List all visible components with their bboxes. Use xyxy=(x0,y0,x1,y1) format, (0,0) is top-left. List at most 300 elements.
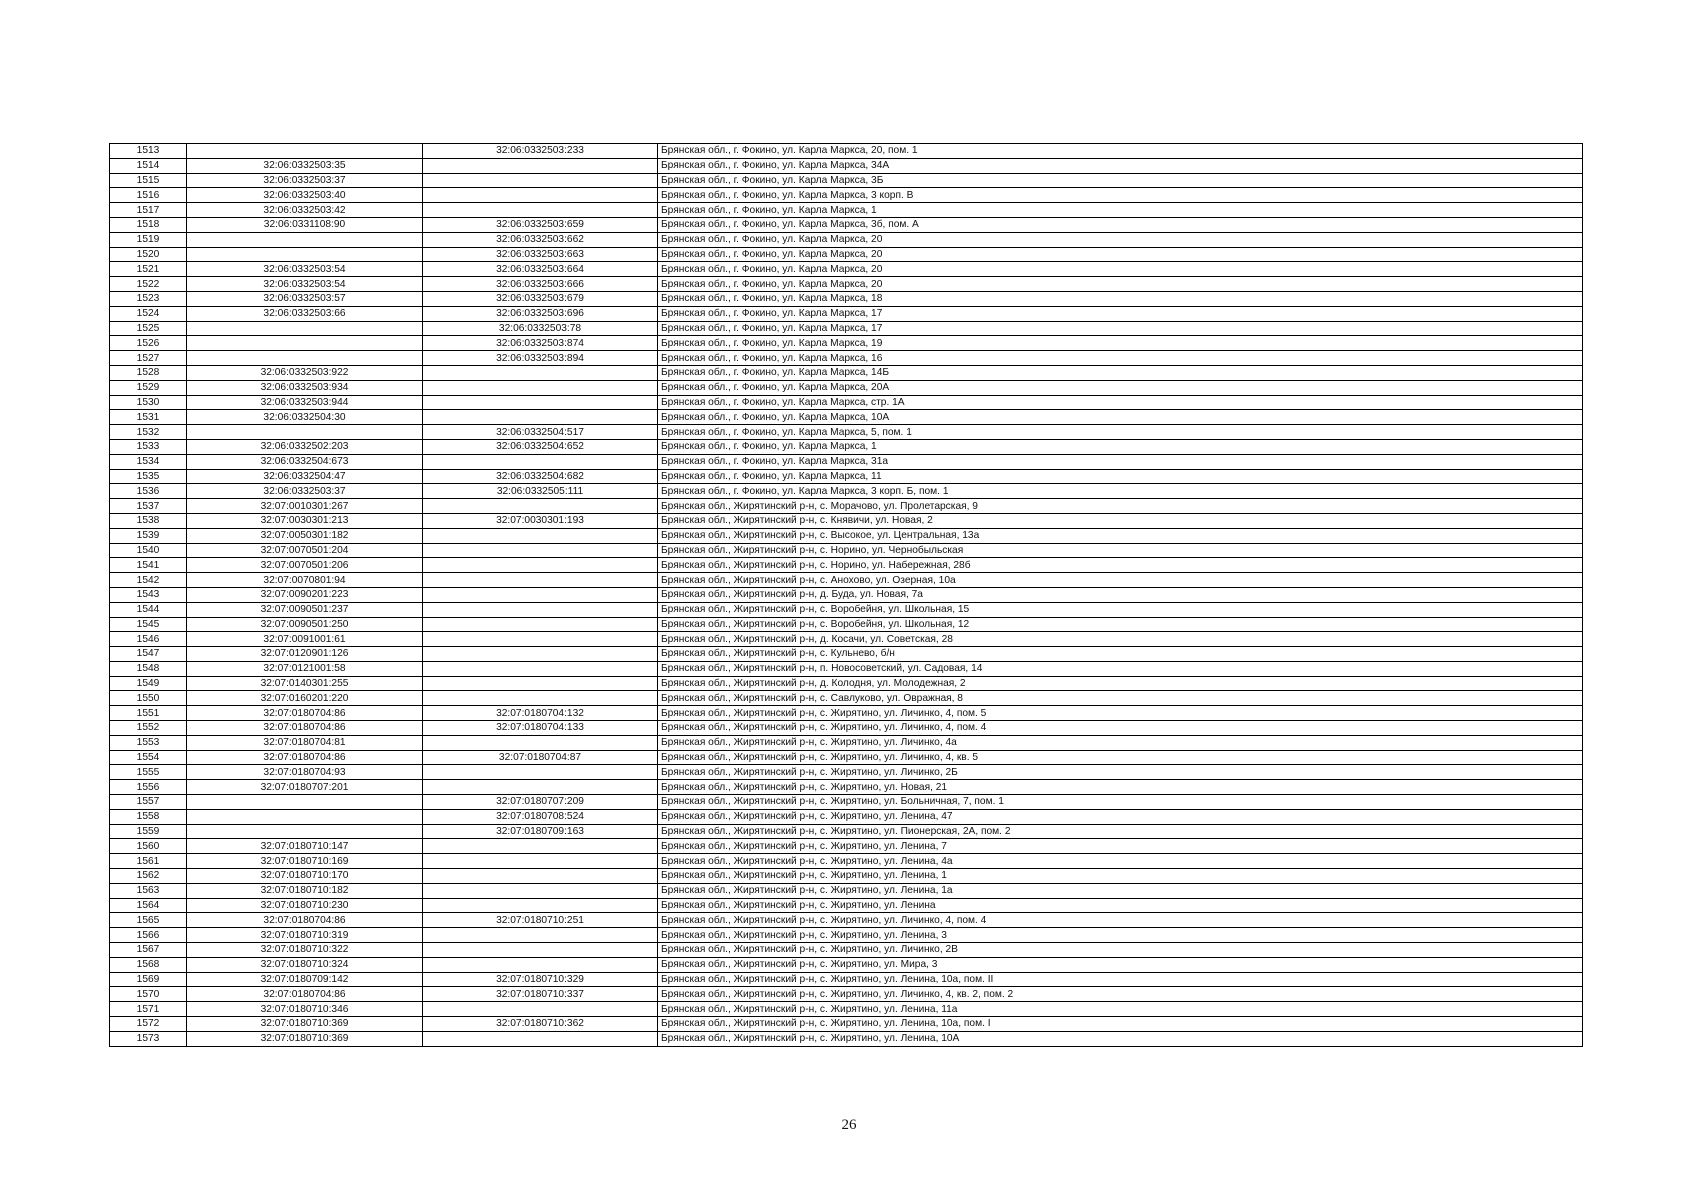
row-number-cell: 1539 xyxy=(110,528,187,543)
parcel-cadastral-number-cell: 32:07:0090501:250 xyxy=(187,617,423,632)
table-row xyxy=(110,439,1583,454)
object-cadastral-number-cell xyxy=(423,898,658,913)
row-number-cell: 1514 xyxy=(110,158,187,173)
table-row xyxy=(110,928,1583,943)
table-row xyxy=(110,291,1583,306)
table-row xyxy=(110,647,1583,662)
address-cell: Брянская обл., г. Фокино, ул. Карла Маркса, 18 xyxy=(658,291,1583,306)
parcel-cadastral-number-cell: 32:07:0140301:255 xyxy=(187,676,423,691)
address-cell: Брянская обл., г. Фокино, ул. Карла Маркса, 16 xyxy=(658,351,1583,366)
address-cell: Брянская обл., Жирятинский р-н, с. Морачово, ул. Пролетарская, 9 xyxy=(658,499,1583,514)
table-row xyxy=(110,217,1583,232)
address-cell: Брянская обл., г. Фокино, ул. Карла Маркса, 3б, пом. А xyxy=(658,217,1583,232)
row-number-cell: 1534 xyxy=(110,454,187,469)
parcel-cadastral-number-cell: 32:07:0180710:319 xyxy=(187,928,423,943)
parcel-cadastral-number-cell xyxy=(187,351,423,366)
address-cell: Брянская обл., г. Фокино, ул. Карла Маркса, 19 xyxy=(658,336,1583,351)
table-row xyxy=(110,691,1583,706)
table-row xyxy=(110,469,1583,484)
parcel-cadastral-number-cell: 32:06:0332503:35 xyxy=(187,158,423,173)
table-row xyxy=(110,380,1583,395)
row-number-cell: 1553 xyxy=(110,735,187,750)
address-cell: Брянская обл., г. Фокино, ул. Карла Маркса, 17 xyxy=(658,306,1583,321)
row-number-cell: 1543 xyxy=(110,587,187,602)
parcel-cadastral-number-cell: 32:07:0180710:322 xyxy=(187,943,423,958)
row-number-cell: 1544 xyxy=(110,602,187,617)
address-cell: Брянская обл., Жирятинский р-н, с. Жирятино, ул. Ленина, 10а, пом. II xyxy=(658,972,1583,987)
object-cadastral-number-cell xyxy=(423,558,658,573)
address-cell: Брянская обл., г. Фокино, ул. Карла Маркса, 17 xyxy=(658,321,1583,336)
row-number-cell: 1538 xyxy=(110,513,187,528)
object-cadastral-number-cell: 32:06:0332504:652 xyxy=(423,439,658,454)
table-row xyxy=(110,632,1583,647)
table-row xyxy=(110,602,1583,617)
table-row xyxy=(110,795,1583,810)
table-row xyxy=(110,277,1583,292)
row-number-cell: 1551 xyxy=(110,706,187,721)
parcel-cadastral-number-cell: 32:06:0332503:54 xyxy=(187,262,423,277)
table-row xyxy=(110,957,1583,972)
address-cell: Брянская обл., Жирятинский р-н, с. Жирятино, ул. Пионерская, 2А, пом. 2 xyxy=(658,824,1583,839)
table-row xyxy=(110,173,1583,188)
table-row xyxy=(110,839,1583,854)
address-cell: Брянская обл., Жирятинский р-н, с. Жирятино, ул. Ленина xyxy=(658,898,1583,913)
object-cadastral-number-cell xyxy=(423,765,658,780)
parcel-cadastral-number-cell: 32:07:0180710:147 xyxy=(187,839,423,854)
address-cell: Брянская обл., г. Фокино, ул. Карла Маркса, 3Б xyxy=(658,173,1583,188)
address-cell: Брянская обл., Жирятинский р-н, с. Жирятино, ул. Личинко, 4, пом. 4 xyxy=(658,913,1583,928)
object-cadastral-number-cell xyxy=(423,839,658,854)
address-cell: Брянская обл., г. Фокино, ул. Карла Маркса, 14Б xyxy=(658,365,1583,380)
table-row xyxy=(110,203,1583,218)
table-row xyxy=(110,484,1583,499)
row-number-cell: 1522 xyxy=(110,277,187,292)
object-cadastral-number-cell: 32:06:0332503:894 xyxy=(423,351,658,366)
object-cadastral-number-cell: 32:06:0332503:659 xyxy=(423,217,658,232)
address-cell: Брянская обл., г. Фокино, ул. Карла Маркса, 11 xyxy=(658,469,1583,484)
row-number-cell: 1527 xyxy=(110,351,187,366)
address-cell: Брянская обл., Жирятинский р-н, с. Воробейня, ул. Школьная, 12 xyxy=(658,617,1583,632)
parcel-cadastral-number-cell: 32:07:0050301:182 xyxy=(187,528,423,543)
parcel-cadastral-number-cell: 32:06:0332503:922 xyxy=(187,365,423,380)
row-number-cell: 1555 xyxy=(110,765,187,780)
object-cadastral-number-cell xyxy=(423,499,658,514)
row-number-cell: 1563 xyxy=(110,883,187,898)
table-row xyxy=(110,854,1583,869)
row-number-cell: 1519 xyxy=(110,232,187,247)
object-cadastral-number-cell: 32:06:0332503:78 xyxy=(423,321,658,336)
address-cell: Брянская обл., г. Фокино, ул. Карла Маркса, 31а xyxy=(658,454,1583,469)
parcel-cadastral-number-cell: 32:07:0180704:86 xyxy=(187,913,423,928)
parcel-cadastral-number-cell: 32:07:0180704:81 xyxy=(187,735,423,750)
row-number-cell: 1571 xyxy=(110,1002,187,1017)
address-cell: Брянская обл., г. Фокино, ул. Карла Маркса, 1 xyxy=(658,203,1583,218)
object-cadastral-number-cell xyxy=(423,617,658,632)
object-cadastral-number-cell: 32:06:0332503:663 xyxy=(423,247,658,262)
table-row xyxy=(110,425,1583,440)
parcel-cadastral-number-cell: 32:07:0180704:86 xyxy=(187,706,423,721)
object-cadastral-number-cell: 32:07:0030301:193 xyxy=(423,513,658,528)
parcel-cadastral-number-cell: 32:06:0332504:30 xyxy=(187,410,423,425)
object-cadastral-number-cell xyxy=(423,203,658,218)
address-cell: Брянская обл., г. Фокино, ул. Карла Маркса, 20 xyxy=(658,232,1583,247)
parcel-cadastral-number-cell xyxy=(187,336,423,351)
row-number-cell: 1523 xyxy=(110,291,187,306)
object-cadastral-number-cell xyxy=(423,869,658,884)
object-cadastral-number-cell: 32:07:0180704:132 xyxy=(423,706,658,721)
table-row xyxy=(110,676,1583,691)
address-cell: Брянская обл., г. Фокино, ул. Карла Маркса, 20 xyxy=(658,247,1583,262)
parcel-cadastral-number-cell: 32:07:0180710:230 xyxy=(187,898,423,913)
address-cell: Брянская обл., Жирятинский р-н, с. Жирятино, ул. Личинко, 2Б xyxy=(658,765,1583,780)
object-cadastral-number-cell: 32:06:0332503:662 xyxy=(423,232,658,247)
object-cadastral-number-cell: 32:06:0332503:666 xyxy=(423,277,658,292)
object-cadastral-number-cell xyxy=(423,158,658,173)
object-cadastral-number-cell xyxy=(423,365,658,380)
parcel-cadastral-number-cell: 32:07:0180710:169 xyxy=(187,854,423,869)
parcel-cadastral-number-cell xyxy=(187,144,423,159)
row-number-cell: 1517 xyxy=(110,203,187,218)
address-cell: Брянская обл., Жирятинский р-н, с. Жирятино, ул. Ленина, 4а xyxy=(658,854,1583,869)
table-row xyxy=(110,809,1583,824)
object-cadastral-number-cell: 32:07:0180709:163 xyxy=(423,824,658,839)
table-row xyxy=(110,262,1583,277)
row-number-cell: 1540 xyxy=(110,543,187,558)
address-cell: Брянская обл., Жирятинский р-н, с. Кульнево, б/н xyxy=(658,647,1583,662)
object-cadastral-number-cell: 32:06:0332503:696 xyxy=(423,306,658,321)
row-number-cell: 1570 xyxy=(110,987,187,1002)
object-cadastral-number-cell: 32:06:0332503:874 xyxy=(423,336,658,351)
object-cadastral-number-cell: 32:07:0180704:133 xyxy=(423,721,658,736)
parcel-cadastral-number-cell: 32:07:0120901:126 xyxy=(187,647,423,662)
row-number-cell: 1547 xyxy=(110,647,187,662)
address-cell: Брянская обл., г. Фокино, ул. Карла Маркса, 20, пом. 1 xyxy=(658,144,1583,159)
object-cadastral-number-cell: 32:06:0332503:233 xyxy=(423,144,658,159)
address-cell: Брянская обл., Жирятинский р-н, с. Анохово, ул. Озерная, 10а xyxy=(658,573,1583,588)
table-row xyxy=(110,188,1583,203)
table-row xyxy=(110,735,1583,750)
table-row xyxy=(110,987,1583,1002)
row-number-cell: 1560 xyxy=(110,839,187,854)
table-row xyxy=(110,528,1583,543)
address-cell: Брянская обл., Жирятинский р-н, с. Жирятино, ул. Ленина, 3 xyxy=(658,928,1583,943)
object-cadastral-number-cell: 32:06:0332504:682 xyxy=(423,469,658,484)
row-number-cell: 1529 xyxy=(110,380,187,395)
parcel-cadastral-number-cell: 32:06:0332503:37 xyxy=(187,484,423,499)
object-cadastral-number-cell xyxy=(423,854,658,869)
table-row xyxy=(110,158,1583,173)
object-cadastral-number-cell xyxy=(423,587,658,602)
object-cadastral-number-cell: 32:07:0180707:209 xyxy=(423,795,658,810)
object-cadastral-number-cell xyxy=(423,943,658,958)
parcel-cadastral-number-cell: 32:06:0332503:54 xyxy=(187,277,423,292)
object-cadastral-number-cell xyxy=(423,173,658,188)
row-number-cell: 1565 xyxy=(110,913,187,928)
address-cell: Брянская обл., Жирятинский р-н, п. Новосоветский, ул. Садовая, 14 xyxy=(658,661,1583,676)
address-cell: Брянская обл., г. Фокино, ул. Карла Маркса, 3 корп. Б, пом. 1 xyxy=(658,484,1583,499)
object-cadastral-number-cell: 32:06:0332504:517 xyxy=(423,425,658,440)
parcel-cadastral-number-cell: 32:07:0070801:94 xyxy=(187,573,423,588)
address-cell: Брянская обл., г. Фокино, ул. Карла Маркса, 3 корп. В xyxy=(658,188,1583,203)
parcel-cadastral-number-cell xyxy=(187,232,423,247)
row-number-cell: 1513 xyxy=(110,144,187,159)
object-cadastral-number-cell: 32:07:0180710:362 xyxy=(423,1017,658,1032)
parcel-cadastral-number-cell: 32:07:0180704:93 xyxy=(187,765,423,780)
table-row xyxy=(110,972,1583,987)
row-number-cell: 1552 xyxy=(110,721,187,736)
address-cell: Брянская обл., Жирятинский р-н, с. Жирятино, ул. Новая, 21 xyxy=(658,780,1583,795)
table-row xyxy=(110,869,1583,884)
parcel-cadastral-number-cell: 32:07:0180704:86 xyxy=(187,750,423,765)
object-cadastral-number-cell xyxy=(423,647,658,662)
address-cell: Брянская обл., Жирятинский р-н, д. Буда, ул. Новая, 7а xyxy=(658,587,1583,602)
address-cell: Брянская обл., Жирятинский р-н, д. Колодня, ул. Молодежная, 2 xyxy=(658,676,1583,691)
address-cell: Брянская обл., г. Фокино, ул. Карла Маркса, 1 xyxy=(658,439,1583,454)
address-cell: Брянская обл., Жирятинский р-н, с. Жирятино, ул. Ленина, 10а, пом. I xyxy=(658,1017,1583,1032)
table-row xyxy=(110,943,1583,958)
table-row xyxy=(110,395,1583,410)
object-cadastral-number-cell: 32:07:0180710:329 xyxy=(423,972,658,987)
parcel-cadastral-number-cell: 32:06:0332503:944 xyxy=(187,395,423,410)
row-number-cell: 1536 xyxy=(110,484,187,499)
table-row xyxy=(110,543,1583,558)
parcel-cadastral-number-cell: 32:07:0180710:346 xyxy=(187,1002,423,1017)
row-number-cell: 1564 xyxy=(110,898,187,913)
object-cadastral-number-cell xyxy=(423,957,658,972)
parcel-cadastral-number-cell: 32:07:0090201:223 xyxy=(187,587,423,602)
row-number-cell: 1562 xyxy=(110,869,187,884)
parcel-cadastral-number-cell: 32:06:0331108:90 xyxy=(187,217,423,232)
table-row xyxy=(110,321,1583,336)
table-row xyxy=(110,558,1583,573)
parcel-cadastral-number-cell: 32:06:0332503:66 xyxy=(187,306,423,321)
table-row xyxy=(110,306,1583,321)
row-number-cell: 1569 xyxy=(110,972,187,987)
row-number-cell: 1557 xyxy=(110,795,187,810)
row-number-cell: 1556 xyxy=(110,780,187,795)
row-number-cell: 1546 xyxy=(110,632,187,647)
table-row xyxy=(110,144,1583,159)
row-number-cell: 1516 xyxy=(110,188,187,203)
object-cadastral-number-cell: 32:06:0332505:111 xyxy=(423,484,658,499)
parcel-cadastral-number-cell: 32:06:0332504:673 xyxy=(187,454,423,469)
parcel-cadastral-number-cell: 32:07:0180704:86 xyxy=(187,721,423,736)
parcel-cadastral-number-cell: 32:07:0180707:201 xyxy=(187,780,423,795)
row-number-cell: 1535 xyxy=(110,469,187,484)
row-number-cell: 1549 xyxy=(110,676,187,691)
address-cell: Брянская обл., Жирятинский р-н, с. Жирятино, ул. Личинко, 4, пом. 4 xyxy=(658,721,1583,736)
object-cadastral-number-cell xyxy=(423,691,658,706)
object-cadastral-number-cell xyxy=(423,395,658,410)
parcel-cadastral-number-cell: 32:07:0030301:213 xyxy=(187,513,423,528)
parcel-cadastral-number-cell: 32:07:0070501:206 xyxy=(187,558,423,573)
table-row xyxy=(110,1017,1583,1032)
object-cadastral-number-cell xyxy=(423,188,658,203)
address-cell: Брянская обл., г. Фокино, ул. Карла Маркса, 34А xyxy=(658,158,1583,173)
table-row xyxy=(110,587,1583,602)
address-cell: Брянская обл., Жирятинский р-н, с. Жирятино, ул. Ленина, 10А xyxy=(658,1031,1583,1046)
address-cell: Брянская обл., г. Фокино, ул. Карла Маркса, 10А xyxy=(658,410,1583,425)
object-cadastral-number-cell xyxy=(423,528,658,543)
parcel-cadastral-number-cell: 32:07:0121001:58 xyxy=(187,661,423,676)
address-cell: Брянская обл., Жирятинский р-н, с. Норино, ул. Набережная, 28б xyxy=(658,558,1583,573)
address-cell: Брянская обл., г. Фокино, ул. Карла Маркса, 5, пом. 1 xyxy=(658,425,1583,440)
table-row xyxy=(110,1031,1583,1046)
table-row xyxy=(110,721,1583,736)
address-cell: Брянская обл., Жирятинский р-н, с. Жирятино, ул. Больничная, 7, пом. 1 xyxy=(658,795,1583,810)
object-cadastral-number-cell: 32:07:0180704:87 xyxy=(423,750,658,765)
object-cadastral-number-cell: 32:07:0180708:524 xyxy=(423,809,658,824)
parcel-cadastral-number-cell: 32:07:0070501:204 xyxy=(187,543,423,558)
page-number: 26 xyxy=(841,1117,857,1133)
object-cadastral-number-cell: 32:07:0180710:251 xyxy=(423,913,658,928)
object-cadastral-number-cell: 32:07:0180710:337 xyxy=(423,987,658,1002)
address-cell: Брянская обл., Жирятинский р-н, с. Жирятино, ул. Ленина, 7 xyxy=(658,839,1583,854)
address-cell: Брянская обл., Жирятинский р-н, с. Жирятино, ул. Мира, 3 xyxy=(658,957,1583,972)
table-row xyxy=(110,617,1583,632)
row-number-cell: 1545 xyxy=(110,617,187,632)
table-row xyxy=(110,513,1583,528)
row-number-cell: 1530 xyxy=(110,395,187,410)
row-number-cell: 1561 xyxy=(110,854,187,869)
address-cell: Брянская обл., Жирятинский р-н, с. Высокое, ул. Центральная, 13а xyxy=(658,528,1583,543)
address-cell: Брянская обл., г. Фокино, ул. Карла Маркса, 20 xyxy=(658,277,1583,292)
object-cadastral-number-cell xyxy=(423,661,658,676)
address-cell: Брянская обл., Жирятинский р-н, с. Савлуково, ул. Овражная, 8 xyxy=(658,691,1583,706)
parcel-cadastral-number-cell xyxy=(187,247,423,262)
row-number-cell: 1573 xyxy=(110,1031,187,1046)
row-number-cell: 1520 xyxy=(110,247,187,262)
table-row xyxy=(110,765,1583,780)
parcel-cadastral-number-cell: 32:06:0332504:47 xyxy=(187,469,423,484)
table-row xyxy=(110,232,1583,247)
table-row xyxy=(110,573,1583,588)
table-row xyxy=(110,913,1583,928)
address-cell: Брянская обл., Жирятинский р-н, с. Жирятино, ул. Ленина, 47 xyxy=(658,809,1583,824)
address-cell: Брянская обл., Жирятинский р-н, с. Норино, ул. Чернобыльская xyxy=(658,543,1583,558)
parcel-cadastral-number-cell: 32:07:0180710:369 xyxy=(187,1017,423,1032)
table-row xyxy=(110,898,1583,913)
row-number-cell: 1537 xyxy=(110,499,187,514)
parcel-cadastral-number-cell: 32:06:0332502:203 xyxy=(187,439,423,454)
object-cadastral-number-cell xyxy=(423,602,658,617)
parcel-cadastral-number-cell: 32:07:0090501:237 xyxy=(187,602,423,617)
object-cadastral-number-cell xyxy=(423,410,658,425)
row-number-cell: 1567 xyxy=(110,943,187,958)
parcel-cadastral-number-cell: 32:07:0180710:324 xyxy=(187,957,423,972)
row-number-cell: 1528 xyxy=(110,365,187,380)
object-cadastral-number-cell: 32:06:0332503:664 xyxy=(423,262,658,277)
parcel-cadastral-number-cell: 32:07:0160201:220 xyxy=(187,691,423,706)
address-cell: Брянская обл., Жирятинский р-н, с. Жирятино, ул. Личинко, 4а xyxy=(658,735,1583,750)
parcel-cadastral-number-cell: 32:07:0091001:61 xyxy=(187,632,423,647)
row-number-cell: 1531 xyxy=(110,410,187,425)
object-cadastral-number-cell xyxy=(423,735,658,750)
object-cadastral-number-cell xyxy=(423,543,658,558)
object-cadastral-number-cell xyxy=(423,928,658,943)
table-row xyxy=(110,706,1583,721)
table-row xyxy=(110,499,1583,514)
parcel-cadastral-number-cell: 32:07:0180710:182 xyxy=(187,883,423,898)
row-number-cell: 1521 xyxy=(110,262,187,277)
table-row xyxy=(110,824,1583,839)
object-cadastral-number-cell xyxy=(423,1031,658,1046)
row-number-cell: 1533 xyxy=(110,439,187,454)
parcel-cadastral-number-cell: 32:07:0010301:267 xyxy=(187,499,423,514)
table-row xyxy=(110,351,1583,366)
parcel-cadastral-number-cell: 32:07:0180710:170 xyxy=(187,869,423,884)
row-number-cell: 1550 xyxy=(110,691,187,706)
table-row xyxy=(110,410,1583,425)
parcel-cadastral-number-cell: 32:06:0332503:934 xyxy=(187,380,423,395)
row-number-cell: 1518 xyxy=(110,217,187,232)
parcel-cadastral-number-cell: 32:06:0332503:37 xyxy=(187,173,423,188)
parcel-cadastral-number-cell xyxy=(187,425,423,440)
address-cell: Брянская обл., Жирятинский р-н, с. Жирятино, ул. Ленина, 1 xyxy=(658,869,1583,884)
cadastral-table xyxy=(109,143,1583,1047)
row-number-cell: 1524 xyxy=(110,306,187,321)
row-number-cell: 1541 xyxy=(110,558,187,573)
address-cell: Брянская обл., г. Фокино, ул. Карла Маркса, 20 xyxy=(658,262,1583,277)
object-cadastral-number-cell: 32:06:0332503:679 xyxy=(423,291,658,306)
parcel-cadastral-number-cell: 32:07:0180704:86 xyxy=(187,987,423,1002)
address-cell: Брянская обл., Жирятинский р-н, с. Жирятино, ул. Ленина, 11а xyxy=(658,1002,1583,1017)
row-number-cell: 1568 xyxy=(110,957,187,972)
table-row xyxy=(110,247,1583,262)
table-body xyxy=(110,144,1583,1047)
row-number-cell: 1558 xyxy=(110,809,187,824)
row-number-cell: 1554 xyxy=(110,750,187,765)
object-cadastral-number-cell xyxy=(423,454,658,469)
row-number-cell: 1526 xyxy=(110,336,187,351)
address-cell: Брянская обл., Жирятинский р-н, с. Жирятино, ул. Ленина, 1а xyxy=(658,883,1583,898)
table-row xyxy=(110,336,1583,351)
address-cell: Брянская обл., Жирятинский р-н, с. Жирятино, ул. Личинко, 2В xyxy=(658,943,1583,958)
address-cell: Брянская обл., Жирятинский р-н, с. Воробейня, ул. Школьная, 15 xyxy=(658,602,1583,617)
object-cadastral-number-cell xyxy=(423,780,658,795)
address-cell: Брянская обл., Жирятинский р-н, д. Косачи, ул. Советская, 28 xyxy=(658,632,1583,647)
parcel-cadastral-number-cell: 32:07:0180710:369 xyxy=(187,1031,423,1046)
object-cadastral-number-cell xyxy=(423,883,658,898)
table-row xyxy=(110,1002,1583,1017)
address-cell: Брянская обл., Жирятинский р-н, с. Жирятино, ул. Личинко, 4, кв. 2, пом. 2 xyxy=(658,987,1583,1002)
table-row xyxy=(110,883,1583,898)
row-number-cell: 1548 xyxy=(110,661,187,676)
table-row xyxy=(110,454,1583,469)
row-number-cell: 1559 xyxy=(110,824,187,839)
parcel-cadastral-number-cell: 32:06:0332503:57 xyxy=(187,291,423,306)
object-cadastral-number-cell xyxy=(423,676,658,691)
object-cadastral-number-cell xyxy=(423,1002,658,1017)
table-row xyxy=(110,661,1583,676)
address-cell: Брянская обл., Жирятинский р-н, с. Жирятино, ул. Личинко, 4, пом. 5 xyxy=(658,706,1583,721)
row-number-cell: 1572 xyxy=(110,1017,187,1032)
table-row xyxy=(110,750,1583,765)
parcel-cadastral-number-cell: 32:06:0332503:40 xyxy=(187,188,423,203)
row-number-cell: 1515 xyxy=(110,173,187,188)
address-cell: Брянская обл., г. Фокино, ул. Карла Маркса, стр. 1А xyxy=(658,395,1583,410)
parcel-cadastral-number-cell: 32:07:0180709:142 xyxy=(187,972,423,987)
parcel-cadastral-number-cell xyxy=(187,321,423,336)
row-number-cell: 1566 xyxy=(110,928,187,943)
row-number-cell: 1525 xyxy=(110,321,187,336)
address-cell: Брянская обл., Жирятинский р-н, с. Княвичи, ул. Новая, 2 xyxy=(658,513,1583,528)
parcel-cadastral-number-cell xyxy=(187,809,423,824)
table-row xyxy=(110,780,1583,795)
row-number-cell: 1542 xyxy=(110,573,187,588)
parcel-cadastral-number-cell xyxy=(187,824,423,839)
object-cadastral-number-cell xyxy=(423,573,658,588)
